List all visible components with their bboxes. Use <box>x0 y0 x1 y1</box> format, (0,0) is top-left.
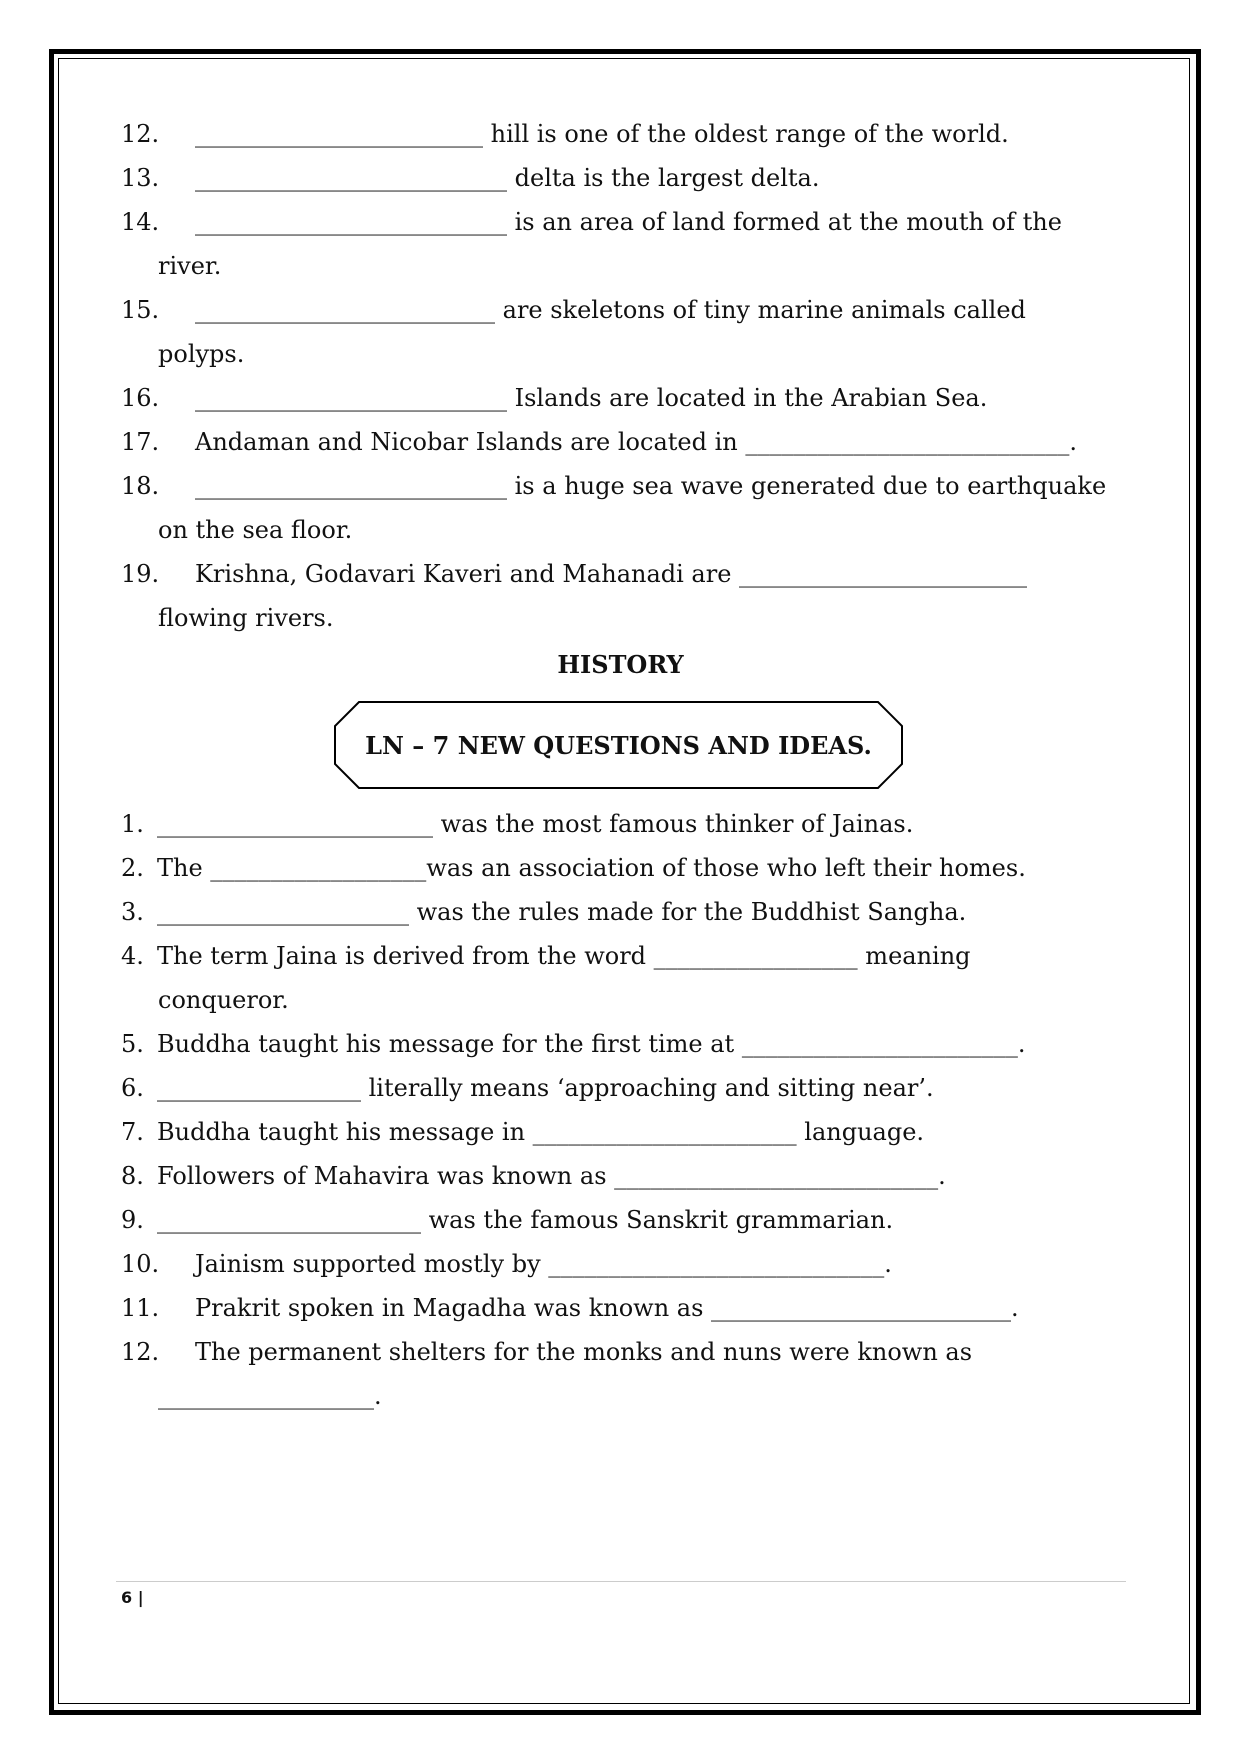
item-number: 19. <box>121 560 160 588</box>
item-continuation: flowing rivers. <box>158 604 334 632</box>
item-number: 13. <box>121 164 160 192</box>
item-number: 3. <box>121 898 144 926</box>
page-number: 6 | <box>121 1588 144 1607</box>
footer-divider <box>116 1581 1126 1582</box>
chapter-banner <box>333 700 904 790</box>
item-text: __________________________ Islands are located in the Arabian Sea. <box>195 384 988 412</box>
item-number: 8. <box>121 1162 144 1190</box>
item-number: 1. <box>121 810 144 838</box>
item-text: _______________________ was the most famous thinker of Jainas. <box>157 810 914 838</box>
item-number: 12. <box>121 1338 160 1366</box>
item-number: 7. <box>121 1118 144 1146</box>
item-text: Buddha taught his message in ______________________ language. <box>157 1118 925 1146</box>
item-text: Jainism supported mostly by ____________________________. <box>195 1250 892 1278</box>
item-number: 11. <box>121 1294 160 1322</box>
item-text: _____________________ was the rules made for the Buddhist Sangha. <box>157 898 967 926</box>
item-number: 12. <box>121 120 160 148</box>
item-text: Followers of Mahavira was known as ___________________________. <box>157 1162 946 1190</box>
item-text: The __________________was an association of those who left their homes. <box>157 854 1026 882</box>
item-continuation: polyps. <box>158 340 245 368</box>
item-number: 14. <box>121 208 160 236</box>
item-text: Buddha taught his message for the first time at _______________________. <box>157 1030 1026 1058</box>
item-text: _________________________ are skeletons of tiny marine animals called <box>195 296 1026 324</box>
item-number: 9. <box>121 1206 144 1234</box>
item-text: ________________________ hill is one of the oldest range of the world. <box>195 120 1009 148</box>
item-text: __________________________ is an area of land formed at the mouth of the <box>195 208 1062 236</box>
item-continuation: on the sea floor. <box>158 516 353 544</box>
item-number: 6. <box>121 1074 144 1102</box>
item-continuation: river. <box>158 252 222 280</box>
banner-title: LN – 7 NEW QUESTIONS AND IDEAS. <box>365 730 872 760</box>
item-number: 17. <box>121 428 160 456</box>
item-number: 5. <box>121 1030 144 1058</box>
item-number: 16. <box>121 384 160 412</box>
item-text: Krishna, Godavari Kaveri and Mahanadi are ________________________ <box>195 560 1028 588</box>
item-text: __________________________ is a huge sea wave generated due to earthquake <box>195 472 1107 500</box>
item-number: 10. <box>121 1250 160 1278</box>
item-text: ______________________ was the famous Sanskrit grammarian. <box>157 1206 894 1234</box>
item-text: Prakrit spoken in Magadha was known as _________________________. <box>195 1294 1019 1322</box>
item-text: _________________ literally means ‘approaching and sitting near’. <box>157 1074 934 1102</box>
section-heading: HISTORY <box>557 650 684 679</box>
item-text: The permanent shelters for the monks and nuns were known as <box>195 1338 973 1366</box>
item-text: __________________________ delta is the largest delta. <box>195 164 820 192</box>
item-number: 15. <box>121 296 160 324</box>
item-number: 18. <box>121 472 160 500</box>
item-text: Andaman and Nicobar Islands are located in ___________________________. <box>195 428 1077 456</box>
item-text: The term Jaina is derived from the word _________________ meaning <box>157 942 971 970</box>
item-number: 2. <box>121 854 144 882</box>
item-continuation: __________________. <box>158 1382 382 1410</box>
item-number: 4. <box>121 942 144 970</box>
item-continuation: conqueror. <box>158 986 289 1014</box>
